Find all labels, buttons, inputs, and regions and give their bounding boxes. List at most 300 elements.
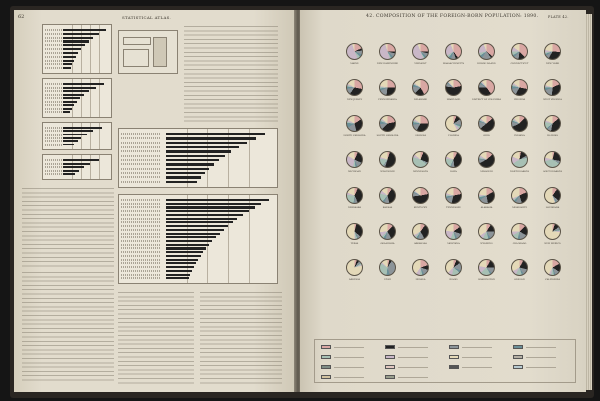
pie-chart-cell [536,186,569,214]
left-text-column-mid [22,188,114,268]
row-label [45,94,62,96]
row-label [45,101,62,103]
row-label [45,33,62,35]
legend-label [334,357,364,358]
bar [63,111,70,113]
bar [63,87,95,89]
pie-chart-cell [437,42,470,70]
row-label [45,134,62,136]
pie-chart [379,187,396,204]
pie-chart-cell [536,222,569,250]
left-page [14,10,296,392]
legend-swatch [513,355,523,359]
legend-label [462,347,492,348]
legend-item [321,365,383,370]
bar [63,101,76,103]
row-label [121,236,161,238]
pie-chart [379,43,396,60]
pie-chart-label: NORTH CAROLINA [343,134,366,137]
legend-label [334,347,364,348]
bar [166,199,268,201]
pie-chart-cell [338,222,371,250]
legend-item [385,355,447,360]
pie-chart-cell [437,258,470,286]
pie-chart-label: NEW YORK [546,62,559,65]
bar [63,173,74,175]
row-label [121,218,161,220]
left-text-column-top [184,26,278,124]
row-label [45,166,62,168]
row-label [121,172,161,174]
bar [63,29,106,31]
legend-swatch [513,345,523,349]
bar [166,225,227,227]
inset-table [118,30,178,74]
row-label [45,170,62,172]
pie-chart [478,43,495,60]
legend-label [334,367,364,368]
legend-label [462,367,492,368]
pie-chart [379,151,396,168]
pie-chart [511,43,528,60]
bar [166,176,201,178]
legend-label [462,357,492,358]
legend-item [385,345,447,350]
pie-chart [346,115,363,132]
pie-chart-cell [404,258,437,286]
row-label [121,206,161,208]
row-label [121,221,161,223]
pie-chart-cell [503,78,536,106]
bar [166,181,197,183]
bar [166,142,246,144]
row-label [121,247,161,249]
bar [166,150,231,152]
pie-chart-label: MONTANA [447,242,460,245]
legend-item [449,365,511,370]
pie-chart-cell [503,42,536,70]
row-label [121,277,161,279]
pie-chart-label: NEBRASKA [348,206,361,209]
row-label [121,168,161,170]
row-label [121,181,161,183]
bar [63,134,86,136]
legend-item [321,345,383,350]
pie-chart [511,151,528,168]
bar [63,140,77,142]
pie-chart-cell [338,150,371,178]
pie-chart [544,259,561,276]
legend-label [334,377,364,378]
pie-chart-label: NEVADA [415,278,426,281]
bar [63,137,81,139]
pie-chart [511,223,528,240]
row-label [45,127,62,129]
pie-chart-label: MASSACHUSETTS [442,62,465,65]
bar [63,48,81,50]
pie-chart-label: COLORADO [512,242,527,245]
row-label [45,159,62,161]
pie-chart-cell [503,186,536,214]
bar [63,33,99,35]
pie-chart [346,223,363,240]
pie-chart-label: DISTRICT OF COLUMBIA [472,98,501,101]
bar [166,277,188,279]
row-label [121,255,161,257]
pie-chart [412,223,429,240]
pie-chart-cell [470,222,503,250]
bar [166,155,224,157]
legend-label [398,357,428,358]
pie-chart-label: IDAHO [449,278,458,281]
pie-chart-cell [536,42,569,70]
bar [166,218,237,220]
pie-chart-label: ARKANSAS [414,242,427,245]
row-label [45,37,62,39]
bar [63,170,78,172]
pie-chart-label: OREGON [514,278,525,281]
pie-chart [412,43,429,60]
pie-chart-cell [437,186,470,214]
pie-chart-label: NORTH DAKOTA [510,170,529,173]
left-page-header: STATISTICAL ATLAS. [122,15,172,20]
pie-chart-cell [338,42,371,70]
bar [63,166,83,168]
pie-chart-label: GEORGIA [415,134,426,137]
row-label [121,150,161,152]
row-label [45,40,62,42]
pie-chart-cell [503,150,536,178]
pie-chart-label: IOWA [450,170,457,173]
pie-chart-label: NEW MEXICO [544,242,561,245]
pie-chart-label: WYOMING [480,242,493,245]
bar [63,37,93,39]
pie-chart [445,43,462,60]
left-page-number: 62 [18,14,25,20]
legend-label [526,357,556,358]
bar [63,40,88,42]
pie-chart [544,43,561,60]
pie-chart-cell [371,42,404,70]
bar-chart-3 [42,122,112,150]
pie-chart-label: TEXAS [350,242,359,245]
pie-chart [445,259,462,276]
bar [166,270,192,272]
page-edges [586,14,592,390]
pie-chart [346,187,363,204]
legend-swatch [449,345,459,349]
pie-chart [478,187,495,204]
pie-chart [544,151,561,168]
row-label [45,144,62,146]
legend-item [321,355,383,360]
pie-chart [412,115,429,132]
row-label [121,214,161,216]
pie-chart [412,79,429,96]
pie-chart-label: NEW JERSEY [346,98,363,101]
row-label [121,251,161,253]
legend-item [513,365,575,370]
pie-chart [511,79,528,96]
pie-chart-label: FLORIDA [448,134,459,137]
legend-item [449,345,511,350]
bar [166,214,242,216]
bar [166,244,209,246]
row-label [45,67,62,69]
bar [63,56,76,58]
plate-title: 42. COMPOSITION OF THE FOREIGN-BORN POPULATION: 1890. [366,14,539,19]
row-label [45,48,62,50]
pie-chart-label: OKLAHOMA [380,242,395,245]
pie-chart-cell [371,78,404,106]
pie-chart-cell [503,222,536,250]
pie-chart-label: VIRGINIA [513,98,526,101]
pie-chart [412,187,429,204]
pie-chart-label: LOUISIANA [545,206,560,209]
bar [166,262,196,264]
pie-chart [445,151,462,168]
pie-chart [478,223,495,240]
row-label [121,225,161,227]
pie-chart-cell [470,150,503,178]
pie-chart-label: MARYLAND [446,98,461,101]
pie-chart-cell [338,258,371,286]
row-label [121,233,161,235]
bar [166,163,213,165]
legend-swatch [385,345,395,349]
bar [63,44,84,46]
bar [63,60,74,62]
pie-chart [544,79,561,96]
legend-swatch [385,365,395,369]
pie-chart-label: VERMONT [414,62,427,65]
pie-chart-label: ILLINOIS [547,134,558,137]
pie-chart-cell [536,258,569,286]
bar [166,251,203,253]
left-text-column-bottom-3 [200,292,282,384]
plate-number: PLATE 42. [548,15,569,19]
legend-item [385,365,447,370]
row-label [121,159,161,161]
row-label [45,87,62,89]
bar [166,233,219,235]
row-label [121,262,161,264]
row-label [45,108,62,110]
pie-chart-cell [470,186,503,214]
row-label [45,44,62,46]
legend-item [385,375,447,380]
pie-chart-label: CONNECTICUT [510,62,529,65]
row-label [121,137,161,139]
bar-chart-4 [42,154,112,180]
row-label [121,199,161,201]
legend-label [398,347,428,348]
inset-box-1 [123,37,151,45]
bar [63,144,74,146]
pie-chart [511,187,528,204]
pie-chart-cell [371,150,404,178]
left-text-column-bottom-1 [22,272,114,384]
pie-chart [445,115,462,132]
pie-chart-label: KANSAS [382,206,393,209]
bar [166,229,223,231]
pie-chart-label: SOUTH DAKOTA [543,170,562,173]
pie-chart-cell [437,78,470,106]
pie-chart-cell [437,114,470,142]
pie-chart [478,79,495,96]
row-label [45,130,62,132]
bar [166,206,254,208]
row-label [121,266,161,268]
bar [63,159,99,161]
bar [166,146,238,148]
pie-chart-label: ARIZONA [349,278,360,281]
bar [63,52,78,54]
pie-chart-cell [404,78,437,106]
pie-chart-label: CALIFORNIA [545,278,560,281]
bar [63,63,72,65]
row-label [45,29,62,31]
pie-chart-label: ALABAMA [480,206,493,209]
bar [166,210,248,212]
bar [166,203,261,205]
pie-chart [346,79,363,96]
bar [166,137,255,139]
row-label [121,259,161,261]
row-label [45,97,62,99]
pie-legend [314,339,576,383]
pie-chart-cell [404,114,437,142]
bar [63,127,101,129]
legend-item [513,345,575,350]
pie-chart-label: WASHINGTON [478,278,495,281]
legend-item [321,375,383,380]
pie-chart [346,259,363,276]
pie-chart [445,187,462,204]
inset-box-2 [153,37,167,67]
bar [63,90,89,92]
pie-chart [478,115,495,132]
legend-label [526,347,556,348]
pie-chart-cell [338,114,371,142]
row-label [45,90,62,92]
legend-swatch [449,355,459,359]
pie-chart-cell [371,222,404,250]
pie-chart-label: INDIANA [514,134,525,137]
bar [166,240,212,242]
pie-chart-label: MISSOURI [480,170,493,173]
pie-chart-cell [404,150,437,178]
pie-chart [511,259,528,276]
legend-swatch [321,375,331,379]
bar [166,236,215,238]
pie-chart [544,187,561,204]
row-label [121,142,161,144]
pie-chart-label: KENTUCKY [413,206,428,209]
pie-chart-cell [470,114,503,142]
pie-chart-cell [338,186,371,214]
pie-chart-cell [470,258,503,286]
bar [166,255,200,257]
pie-chart [346,151,363,168]
pie-chart-cell [371,114,404,142]
bar [166,274,190,276]
pie-chart [478,259,495,276]
legend-label [398,377,428,378]
legend-swatch [513,365,523,369]
pie-chart-label: RHODE ISLAND [477,62,496,65]
pie-chart-label: SOUTH CAROLINA [376,134,399,137]
row-label [45,60,62,62]
pie-chart-label: WISCONSIN [380,170,395,173]
pie-chart-label: UTAH [384,278,391,281]
pie-chart-label: TENNESSEE [446,206,461,209]
legend-label [526,367,556,368]
bar [166,247,206,249]
row-label [121,244,161,246]
row-label [121,203,161,205]
pie-chart-cell [404,186,437,214]
pie-chart-cell [404,42,437,70]
pie-chart [445,79,462,96]
row-label [45,163,62,165]
pie-chart-cell [338,78,371,106]
bar [166,133,265,135]
row-label [45,140,62,142]
pie-chart [412,259,429,276]
inset-box-3 [123,49,149,67]
pie-chart-cell [536,150,569,178]
pie-chart-label: MISSISSIPPI [512,206,527,209]
pie-chart-label: MINNESOTA [413,170,428,173]
legend-swatch [449,365,459,369]
row-label [121,163,161,165]
bar-chart-6 [118,194,278,284]
pie-chart [379,223,396,240]
bar [166,266,194,268]
legend-swatch [385,375,395,379]
bar [63,163,90,165]
bar [63,83,103,85]
pie-chart [379,79,396,96]
row-label [121,240,161,242]
pie-chart [346,43,363,60]
row-label [45,56,62,58]
bar [166,221,232,223]
row-label [121,274,161,276]
pie-chart [379,259,396,276]
bar [63,104,74,106]
row-label [121,270,161,272]
legend-item [513,355,575,360]
pie-chart-label: NEW HAMPSHIRE [376,62,399,65]
pie-chart-cell [503,114,536,142]
row-label [45,52,62,54]
pie-chart [478,151,495,168]
pie-chart-label: PENNSYLVANIA [378,98,397,101]
row-label [45,137,62,139]
pie-chart-cell [404,222,437,250]
pie-chart [379,115,396,132]
pie-chart-cell [437,222,470,250]
bar-chart-2 [42,78,112,118]
legend-item [449,355,511,360]
bar [63,67,70,69]
bar-chart-5 [118,128,278,188]
row-label [121,155,161,157]
pie-chart [544,115,561,132]
pie-chart-label: MICHIGAN [348,170,361,173]
